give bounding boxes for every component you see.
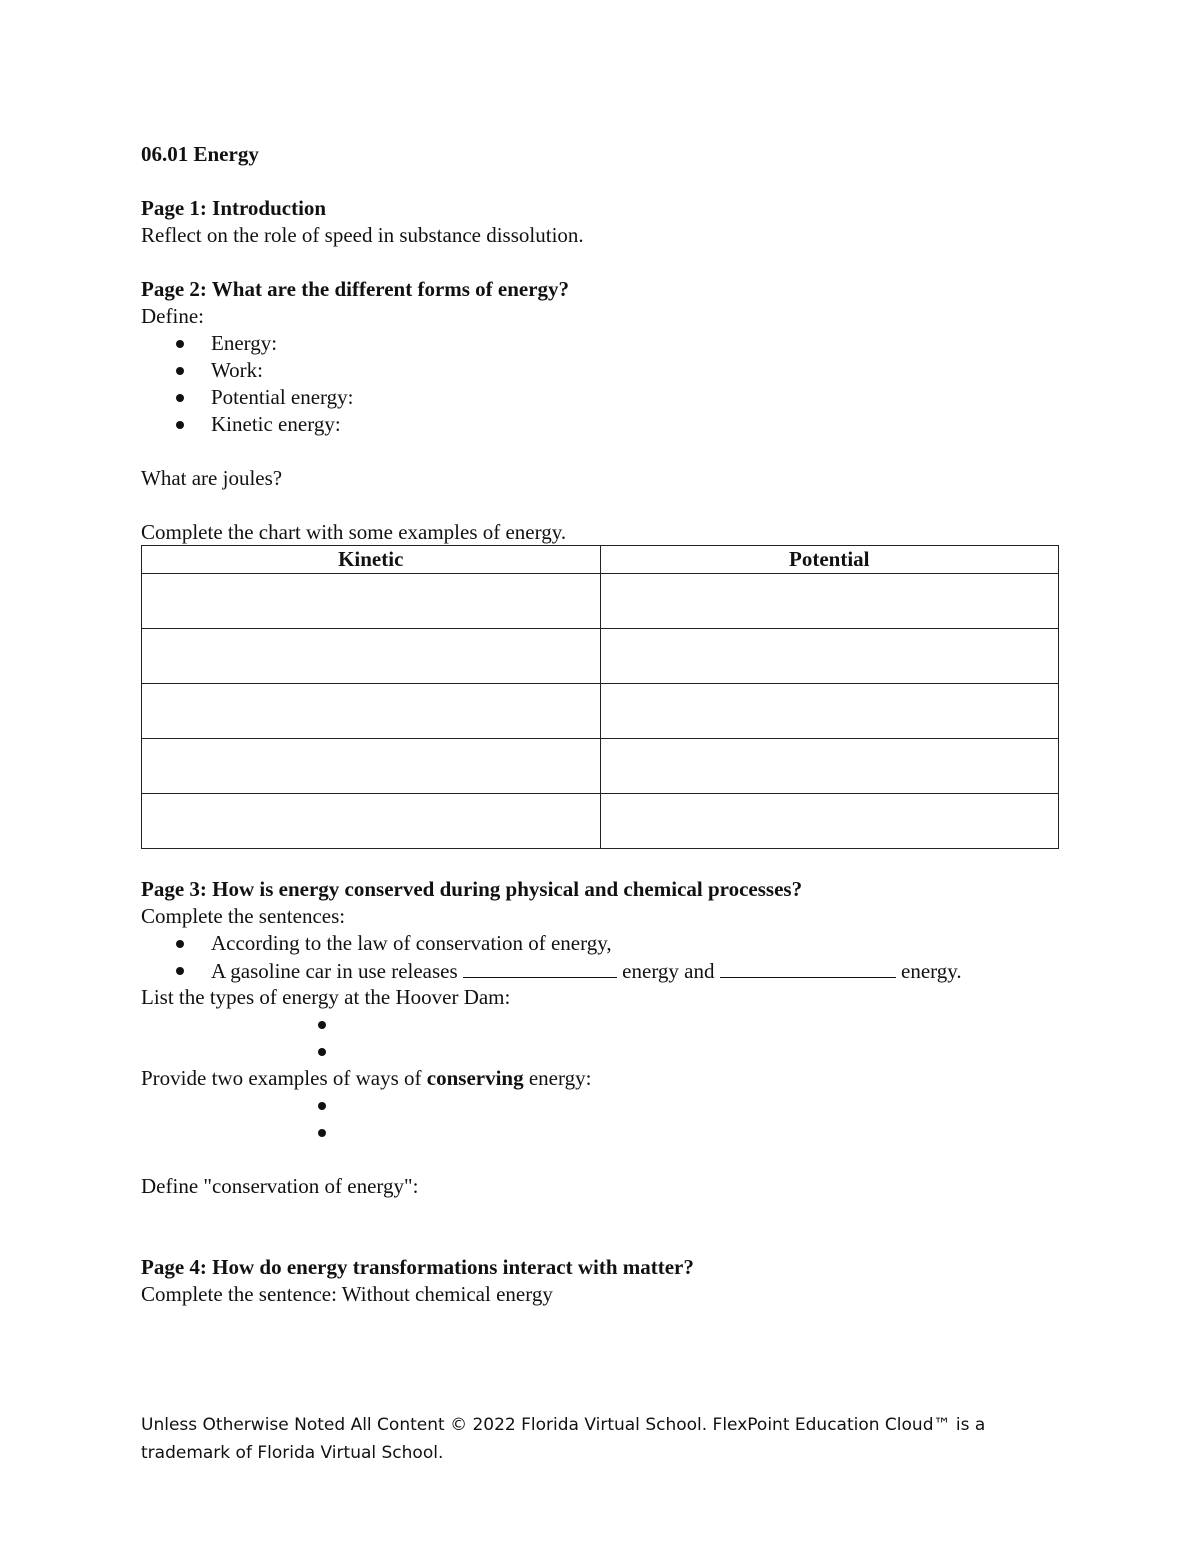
list-item[interactable] [141,1119,1059,1146]
list-item: According to the law of conservation of energy, [141,930,1059,957]
define-label: Define: [141,304,204,328]
answer-blank[interactable] [720,957,896,978]
page3-heading: Page 3: How is energy conserved during physical and chemical processes? [141,877,803,901]
list-item: Potential energy: [141,384,1059,411]
define-terms-list [141,330,1059,438]
list-item: Work: [141,357,1059,384]
prompt-text: Provide two examples of ways of [141,1066,422,1090]
energy-examples-table [141,545,1059,849]
joules-question: What are joules? [141,466,283,490]
table-row [142,574,1059,629]
worksheet [141,141,1059,1308]
page1-text: Reflect on the role of speed in substance dissolution. [141,223,584,247]
sentence-text: A gasoline car in use releases [211,959,458,983]
list-item[interactable] [141,1038,1059,1065]
sentence-text: energy. [901,959,962,983]
list-item[interactable] [141,1092,1059,1119]
page4-heading: Page 4: How do energy transformations interact with matter? [141,1255,694,1279]
list-item: Kinetic energy: [141,411,1059,438]
table-cell[interactable] [142,794,601,849]
column-header-potential: Potential [600,546,1059,574]
list-item [141,957,1059,984]
chart-prompt: Complete the chart with some examples of energy. [141,520,567,544]
page4-text: Complete the sentence: Without chemical energy [141,1282,553,1306]
conserving-prompt [141,1065,1059,1092]
document-title: 06.01 Energy [141,142,259,166]
table-cell[interactable] [600,574,1059,629]
hoover-list [141,1011,1059,1065]
complete-sentences-label: Complete the sentences: [141,904,346,928]
table-row [142,629,1059,684]
table-cell[interactable] [142,739,601,794]
table-cell[interactable] [142,684,601,739]
prompt-text: energy: [528,1066,592,1090]
footer [141,1411,1041,1467]
answer-blank[interactable] [463,957,617,978]
table-cell[interactable] [600,794,1059,849]
sentence-text: energy and [622,959,715,983]
prompt-emphasis: conserving [426,1066,524,1090]
column-header-kinetic: Kinetic [142,546,601,574]
table-cell[interactable] [600,629,1059,684]
list-item[interactable] [141,1011,1059,1038]
page1-heading: Page 1: Introduction [141,196,327,220]
table-header-row [142,546,1059,574]
table-cell[interactable] [600,684,1059,739]
table-row [142,739,1059,794]
sentences-list [141,930,1059,984]
table-row [142,794,1059,849]
conserving-list [141,1092,1059,1146]
table-cell[interactable] [142,574,601,629]
list-item: Energy: [141,330,1059,357]
footer-line: trademark of Florida Virtual School. [141,1443,444,1463]
hoover-dam-label: List the types of energy at the Hoover Dam: [141,985,511,1009]
page2-heading: Page 2: What are the different forms of energy? [141,277,570,301]
define-conservation: Define "conservation of energy": [141,1174,419,1198]
footer-line: Unless Otherwise Noted All Content © 2022 Florida Virtual School. FlexPoint Education Cloud™ is a [141,1415,986,1435]
table-cell[interactable] [600,739,1059,794]
table-cell[interactable] [142,629,601,684]
table-row [142,684,1059,739]
